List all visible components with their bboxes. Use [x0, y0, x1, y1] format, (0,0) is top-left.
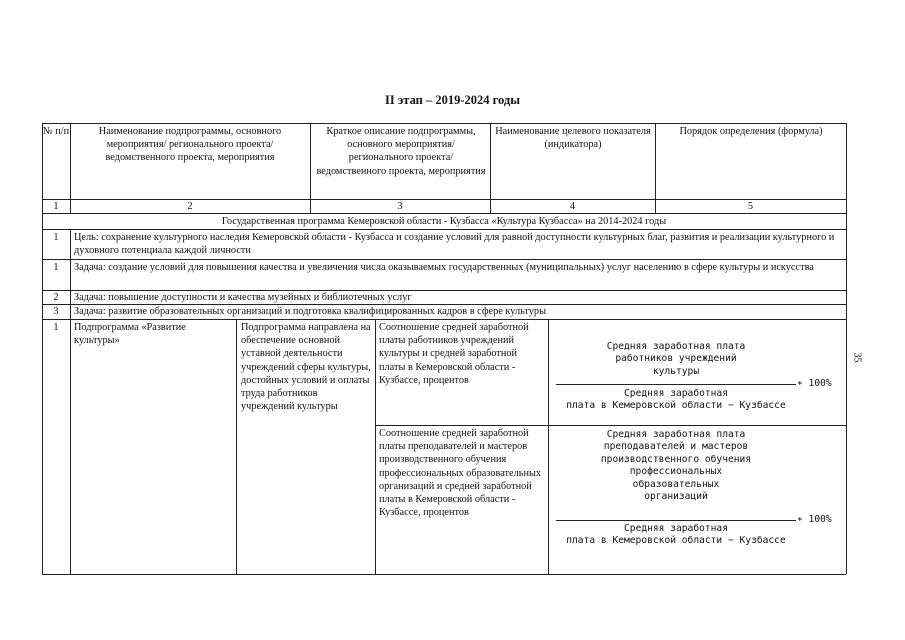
fraction-bar — [556, 520, 796, 521]
subprogram-description: Подпрограмма направлена на обеспечение основной уставной деятельности учреждений сферы культуры, достойных условий и оплаты труда работников учреждений культуры — [241, 322, 371, 413]
indicator-name: Соотношение средней заработной платы преподавателей и мастеров производственного обучения профессиональных образовательных организаций и средней заработной платы в Кемеровской области - Кузбассе, процентов — [379, 428, 542, 519]
header-indicator: Наименование целевого показателя (индикатора) — [495, 126, 651, 151]
task-num: 1 — [53, 262, 59, 273]
task-num: 2 — [53, 292, 59, 303]
colnum-1: 1 — [53, 201, 59, 212]
task-num: 3 — [53, 306, 59, 317]
formula-denominator-line: Средняя заработная — [624, 388, 728, 399]
formula-numerator-line: культуры — [652, 365, 700, 377]
formula-denominator-line: Средняя заработная — [624, 523, 728, 534]
formula-multiplier: ∗ 100% — [797, 514, 832, 525]
subprogram-name: Подпрограмма «Развитие культуры» — [74, 322, 186, 347]
task-text: Задача: повышение доступности и качества музейных и библиотечных услуг — [74, 292, 412, 303]
formula-numerator-line: преподавателей и мастеров — [603, 441, 749, 453]
indicator-name: Соотношение средней заработной платы работников учреждений культуры и средней заработной платы в Кемеровской области - Кузбассе, процентов — [379, 322, 529, 386]
header-description: Краткое описание подпрограммы, основного мероприятия/ регионального проекта/ведомственного проекта, мероприятия — [316, 126, 486, 177]
formula-denominator-line: плата в Кемеровской области − Кузбассе — [566, 535, 786, 547]
formula-numerator-line: работников учреждений — [615, 353, 737, 365]
page-number: 35 — [851, 352, 863, 363]
formula-numerator-line: организаций — [644, 491, 708, 503]
formula-numerator-line: Средняя заработная плата — [606, 429, 746, 440]
task-text: Задача: развитие образовательных организаций и подготовка квалифицированных кадров в сфере культуры — [74, 306, 546, 317]
colnum-4: 4 — [569, 201, 576, 212]
formula-numerator-line: производственного обучения — [600, 453, 752, 465]
program-title-row: Государственная программа Кемеровской области - Кузбасса «Культура Кузбасса» на 2014-2024 годы — [221, 216, 667, 227]
formula-numerator-line: профессиональных — [629, 466, 723, 478]
subprogram-num: 1 — [53, 322, 59, 333]
goal-text: Цель: сохранение культурного наследия Кемеровской области - Кузбасса и создание условий для равной доступности культурных благ, развития и реализации культурного и духовного потенциала каждой личности — [74, 232, 835, 257]
colnum-2: 2 — [187, 201, 193, 212]
fraction-bar — [556, 384, 796, 385]
formula-numerator-line: образовательных — [632, 478, 720, 490]
goal-num: 1 — [53, 232, 59, 243]
formula-numerator-line: Средняя заработная плата — [606, 341, 746, 352]
formula-denominator-line: плата в Кемеровской области − Кузбассе — [566, 400, 786, 412]
header-subprogram-name: Наименование подпрограммы, основного мероприятия/ регионального проекта/ведомственного проекта, мероприятия — [98, 126, 282, 164]
formula-multiplier: ∗ 100% — [797, 378, 832, 389]
colnum-3: 3 — [397, 201, 403, 212]
colnum-5: 5 — [747, 201, 754, 212]
task-text: Задача: создание условий для повышения качества и увеличения числа оказываемых государственных (муниципальных) услуг населению в сфере культуры и искусства — [74, 262, 814, 273]
header-num: № п/п — [42, 126, 70, 137]
header-formula: Порядок определения (формула) — [679, 126, 823, 137]
page-title: II этап – 2019-2024 годы — [385, 93, 520, 107]
